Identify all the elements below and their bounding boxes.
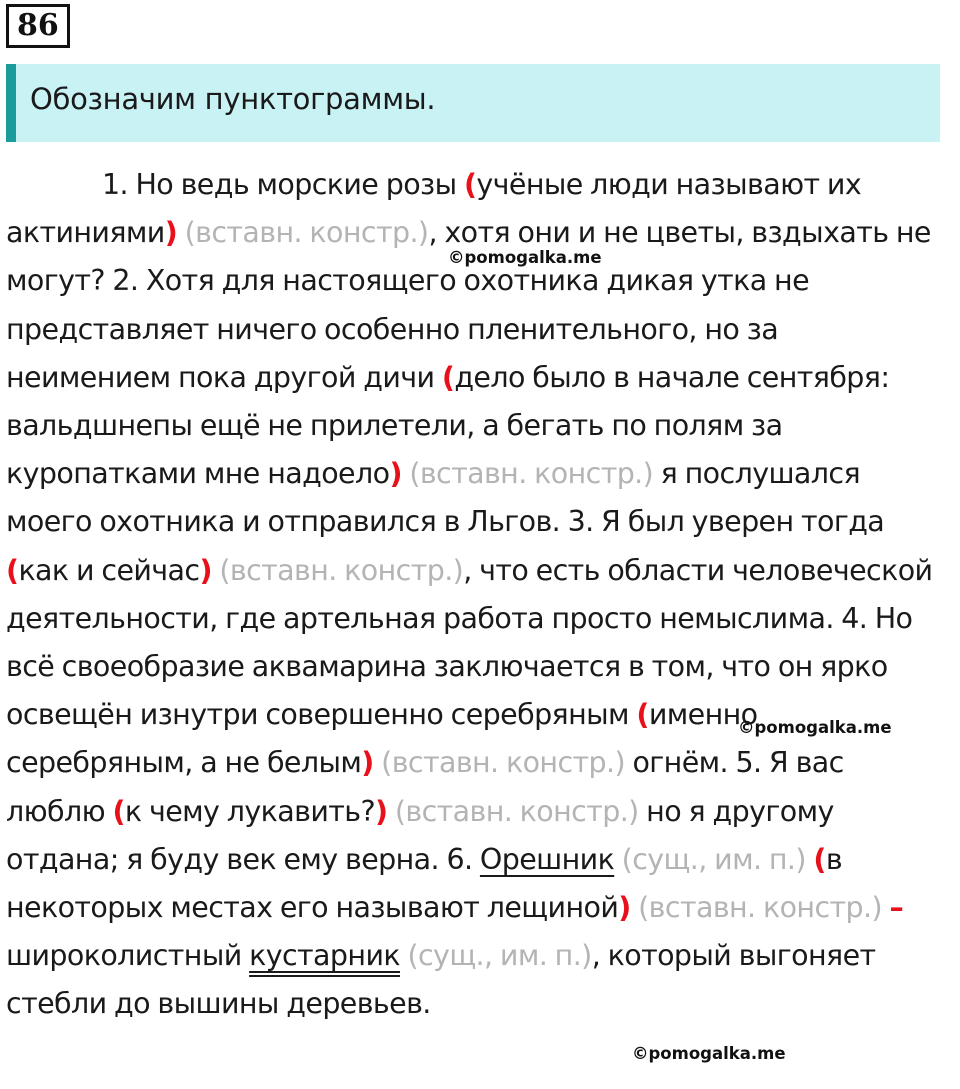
punctogram-bracket: ): [618, 891, 631, 925]
watermark: ©pomogalka.me: [448, 248, 602, 267]
grammar-note: (вставн. констр.): [177, 216, 429, 250]
text-fragment: 1. Но ведь морские розы: [102, 168, 464, 201]
text-fragment: дело было в начале сентября: вальдшнепы ещё не прилетели, а бегать по полям за куропатками мне надоело: [6, 360, 890, 491]
text-fragment: , что есть области человеческой деятельности, где артельная работа просто немыслима. 4. Но всё своеобразие аквамарина заключается в том, что он ярко освещён изнутри совершенно серебряным: [6, 553, 933, 732]
punctogram-bracket: (: [636, 698, 649, 732]
text-fragment: именно серебряным, а не белым: [6, 698, 758, 780]
subject-word: Орешник: [479, 842, 615, 876]
predicate-word: кустарник: [249, 939, 400, 973]
grammar-note: (сущ., им. п.): [614, 842, 806, 876]
task-banner: [6, 64, 940, 142]
text-fragment: учёные люди называют их актиниями: [6, 168, 862, 250]
grammar-note: (сущ., им. п.): [400, 939, 592, 973]
text-fragment: как и сейчас: [18, 553, 200, 587]
grammar-note: (вставн. констр.): [630, 891, 882, 925]
punctogram-bracket: (: [6, 553, 19, 587]
watermark: ©pomogalka.me: [738, 718, 892, 737]
text-fragment: огнём. 5. Я вас люблю: [6, 746, 844, 828]
text-fragment: я послушался моего охотника и отправился в Льгов. 3. Я был уверен тогда: [6, 457, 885, 539]
punctogram-bracket: (: [112, 794, 125, 828]
grammar-note: (вставн. констр.): [401, 457, 654, 491]
text-fragment: широколистный: [6, 939, 250, 973]
grammar-note: (вставн. констр.): [211, 553, 464, 587]
text-fragment: , хотя они и не цветы, вздыхать не могут? 2. Хотя для настоящего охотника дикая утка не представляет ничего особенно пленительного, но за неимением пока другой дичи: [6, 216, 931, 394]
punctogram-bracket: ): [164, 216, 178, 250]
punctogram-bracket: (: [441, 360, 455, 394]
text-fragment: к чему лукавить?: [124, 794, 375, 828]
task-title: Обозначим пунктограммы.: [30, 82, 436, 116]
punctogram-bracket: ): [374, 794, 388, 828]
exercise-text: [6, 161, 950, 1029]
punctogram-bracket: ): [361, 746, 374, 780]
grammar-note: (вставн. констр.): [387, 794, 639, 828]
punctogram-bracket: (: [463, 168, 477, 201]
punctogram-bracket: (: [813, 842, 826, 876]
watermark: ©pomogalka.me: [632, 1044, 786, 1063]
text-fragment: но я другому отдана; я буду век ему верна. 6.: [6, 794, 834, 876]
exercise-number: 86: [6, 4, 70, 48]
punctogram-bracket: ): [389, 457, 402, 491]
text-fragment: , который выгоняет стебли до вышины деревьев.: [6, 939, 876, 1021]
grammar-note: (вставн. констр.): [373, 746, 626, 780]
text-fragment: в некоторых местах его называют лещиной: [6, 842, 843, 925]
punctogram-dash: –: [889, 891, 904, 925]
punctogram-bracket: ): [199, 553, 212, 587]
